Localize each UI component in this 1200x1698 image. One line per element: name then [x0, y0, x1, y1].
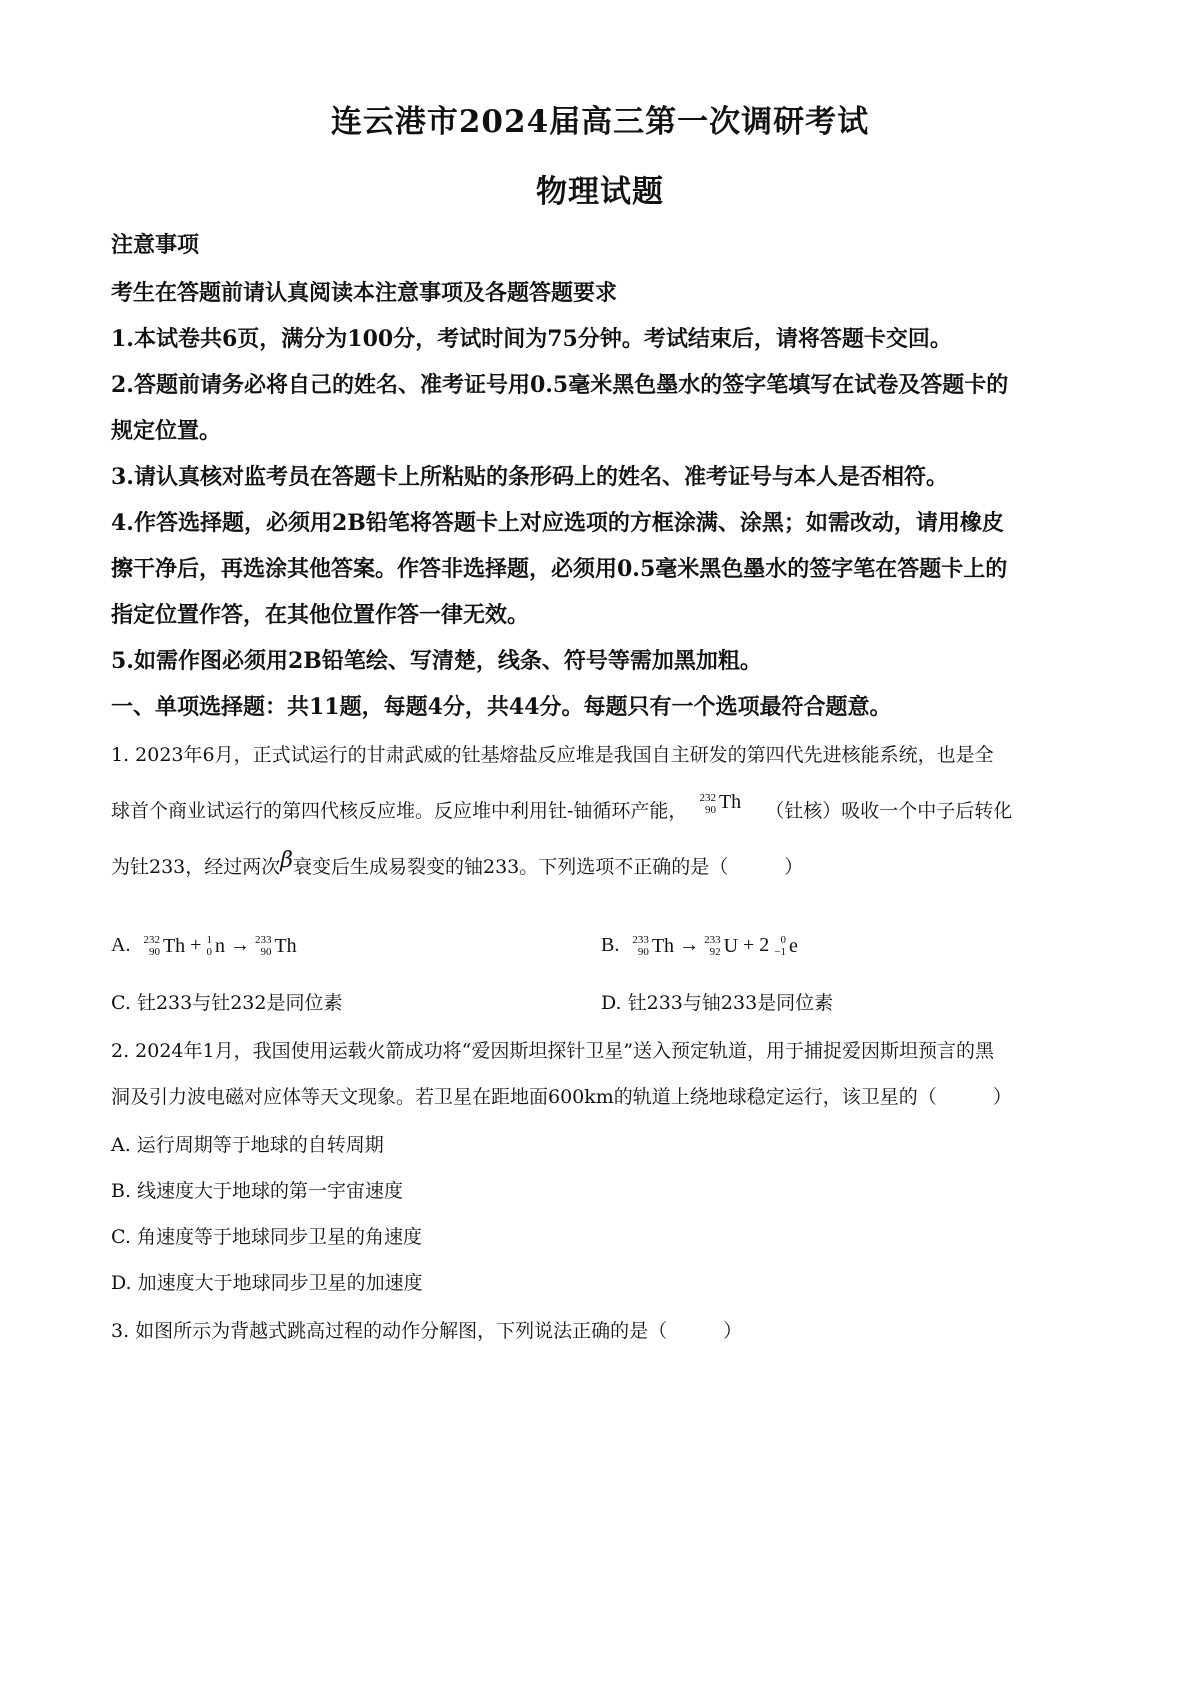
- q1-option-b: [601, 934, 798, 958]
- a-t2-atomic: 0: [206, 946, 212, 959]
- q2-paren-close: ）: [992, 1086, 1012, 1108]
- notice-item-1: 1.本试卷共6页，满分为100分，考试时间为75分钟。考试结束后，请将答题卡交回。: [111, 326, 952, 352]
- q2-line-2: [111, 1082, 1012, 1109]
- b-arrow: →: [679, 934, 700, 956]
- q2-option-a: A. 运行周期等于地球的自转周期: [111, 1134, 384, 1156]
- nuclide-mass: 232: [699, 792, 716, 804]
- exam-title: 连云港市2024届高三第一次调研考试: [330, 104, 870, 140]
- q2-option-b: B. 线速度大于地球的第一宇宙速度: [111, 1180, 404, 1202]
- b-t1-symbol: Th: [651, 934, 675, 957]
- q3-paren-close: ）: [723, 1320, 743, 1342]
- q2-option-c: C. 角速度等于地球同步卫星的角速度: [111, 1226, 422, 1248]
- a-t3-mass: 233: [254, 934, 272, 947]
- notice-item-4-cont: 擦干净后，再选涂其他答案。作答非选择题，必须用0.5毫米黑色墨水的签字笔在答题卡上的: [111, 556, 1008, 582]
- q1-option-c: C. 钍233与钍232是同位素: [111, 992, 343, 1014]
- notice-item-2: 2.答题前请务必将自己的姓名、准考证号用0.5毫米黑色墨水的签字笔填写在试卷及答题卡的: [111, 372, 1009, 398]
- nuclide-symbol: Th: [718, 790, 742, 813]
- a-t1-symbol: Th: [162, 934, 186, 957]
- b-t3-atomic: −1: [774, 946, 787, 959]
- b-t2-atomic: 92: [709, 946, 721, 959]
- q1-line-2-text-after: （钍核）吸收一个中子后转化: [765, 800, 1013, 822]
- notice-heading: 注意事项: [111, 232, 200, 258]
- a-arrow: →: [229, 934, 250, 956]
- b-t3-symbol: e: [789, 934, 798, 957]
- thorium-232-nuclide: [699, 790, 742, 824]
- q1-option-d: D. 钍233与铀233是同位素: [601, 992, 834, 1014]
- a-t1-mass: 232: [143, 934, 160, 947]
- b-t1-atomic: 90: [637, 946, 649, 959]
- a-t3-atomic: 90: [260, 946, 272, 959]
- a-t2-mass: 1: [206, 934, 212, 947]
- notice-intro: 考生在答题前请认真阅读本注意事项及各题答题要求: [111, 280, 618, 306]
- notice-item-5: 5.如需作图必须用2B铅笔绘、写清楚，线条、符号等需加黑加粗。: [111, 648, 762, 674]
- a-t2-symbol: n: [214, 934, 225, 957]
- q2-option-d: D. 加速度大于地球同步卫星的加速度: [111, 1272, 423, 1294]
- q3-line-1: [111, 1316, 742, 1343]
- beta-symbol: β: [280, 848, 293, 873]
- q1-paren-close: ）: [784, 856, 804, 878]
- notice-item-4: 4.作答选择题，必须用2B铅笔将答题卡上对应选项的方框涂满、涂黑；如需改动，请用橡皮: [111, 510, 1004, 536]
- notice-item-4-cont2: 指定位置作答，在其他位置作答一律无效。: [111, 602, 530, 628]
- nuclide-atomic: 90: [704, 804, 716, 816]
- q1-line-1: 1. 2023年6月，正式试运行的甘肃武威的钍基熔盐反应堆是我国自主研发的第四代先进核能系统，也是全: [111, 744, 994, 766]
- q1-line-3: [111, 848, 804, 879]
- a-t1-atomic: 90: [148, 946, 160, 959]
- b-t3-mass: 0: [780, 934, 787, 947]
- exam-subtitle: 物理试题: [536, 174, 664, 210]
- q1-line-2-text: 球首个商业试运行的第四代核反应堆。反应堆中利用钍-铀循环产能，: [111, 800, 688, 822]
- b-t2-mass: 233: [704, 934, 721, 947]
- q1-option-a: [111, 934, 297, 958]
- q2-line-1: 2. 2024年1月，我国使用运载火箭成功将“爱因斯坦探针卫星”送入预定轨道，用于捕捉爱因斯坦预言的黑: [111, 1040, 995, 1062]
- q3-line-1-text: 3. 如图所示为背越式跳高过程的动作分解图，下列说法正确的是（: [111, 1320, 668, 1342]
- q1-line-3-text: 为钍233，经过两次: [111, 856, 281, 878]
- b-plus: + 2: [743, 934, 770, 956]
- a-plus: +: [190, 934, 202, 956]
- q2-line-2-text: 洞及引力波电磁对应体等天文现象。若卫星在距地面600km的轨道上绕地球稳定运行，该卫星的（: [111, 1086, 937, 1108]
- notice-item-2-cont: 规定位置。: [111, 418, 222, 444]
- option-b-label: B.: [601, 934, 620, 956]
- notice-item-3: 3.请认真核对监考员在答题卡上所粘贴的条形码上的姓名、准考证号与本人是否相符。: [111, 464, 948, 490]
- q1-line-2: [111, 790, 1013, 824]
- option-a-label: A.: [111, 934, 131, 956]
- a-t3-symbol: Th: [274, 934, 297, 957]
- b-t1-mass: 233: [632, 934, 649, 947]
- b-t2-symbol: U: [723, 934, 739, 957]
- section-heading: 一、单项选择题：共11题，每题4分，共44分。每题只有一个选项最符合题意。: [111, 694, 892, 720]
- q1-line-3-text-after: 衰变后生成易裂变的铀233。下列选项不正确的是（: [292, 856, 729, 878]
